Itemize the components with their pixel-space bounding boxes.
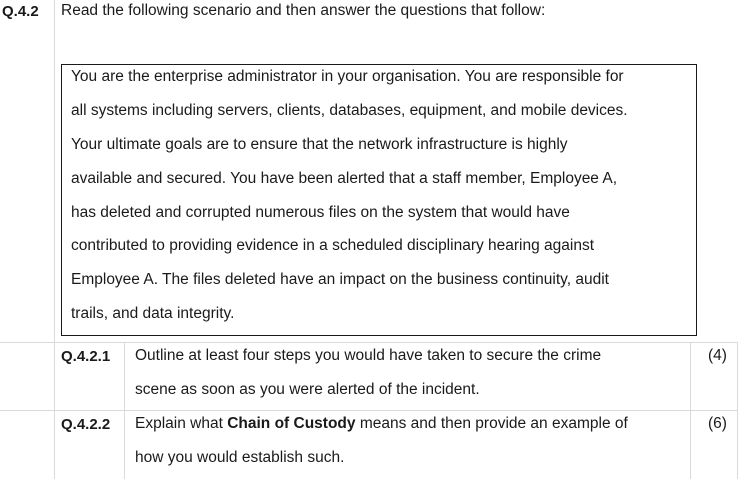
chain-of-custody-term: Chain of Custody: [227, 415, 356, 432]
question-instruction: Read the following scenario and then answer the questions that follow:: [61, 2, 546, 19]
grid-line-row-divider: [0, 410, 738, 411]
scenario-line: available and secured. You have been alerted that a staff member, Employee A,: [71, 170, 618, 187]
scenario-box: [61, 64, 697, 336]
subquestion-text-line: scene as soon as you were alerted of the incident.: [135, 381, 480, 398]
question-number: Q.4.2: [2, 3, 39, 20]
subquestion-text-segment: Explain what: [135, 415, 228, 432]
scenario-line: trails, and data integrity.: [71, 305, 235, 322]
subquestion-number: Q.4.2.2: [61, 416, 111, 433]
scenario-line: contributed to providing evidence in a scheduled disciplinary hearing against: [71, 237, 595, 254]
scenario-line: Employee A. The files deleted have an impact on the business continuity, audit: [71, 271, 609, 288]
scenario-line: has deleted and corrupted numerous files on the system that would have: [71, 204, 570, 221]
scenario-line: Your ultimate goals are to ensure that the network infrastructure is highly: [71, 136, 568, 153]
subquestion-text-line: how you would establish such.: [135, 449, 345, 466]
marks-label: (4): [708, 347, 727, 364]
subquestion-number: Q.4.2.1: [61, 348, 111, 365]
grid-line-row-top: [0, 342, 738, 343]
grid-line-left: [54, 0, 55, 479]
scenario-line: You are the enterprise administrator in your organisation. You are responsible for: [71, 68, 624, 85]
subquestion-text-segment: means and then provide an example of: [355, 415, 628, 432]
scenario-line: all systems including servers, clients, databases, equipment, and mobile devices.: [71, 102, 628, 119]
subquestion-text-line: Outline at least four steps you would have taken to secure the crime: [135, 347, 602, 364]
marks-label: (6): [708, 415, 727, 432]
subquestion-text-line: [135, 415, 628, 433]
